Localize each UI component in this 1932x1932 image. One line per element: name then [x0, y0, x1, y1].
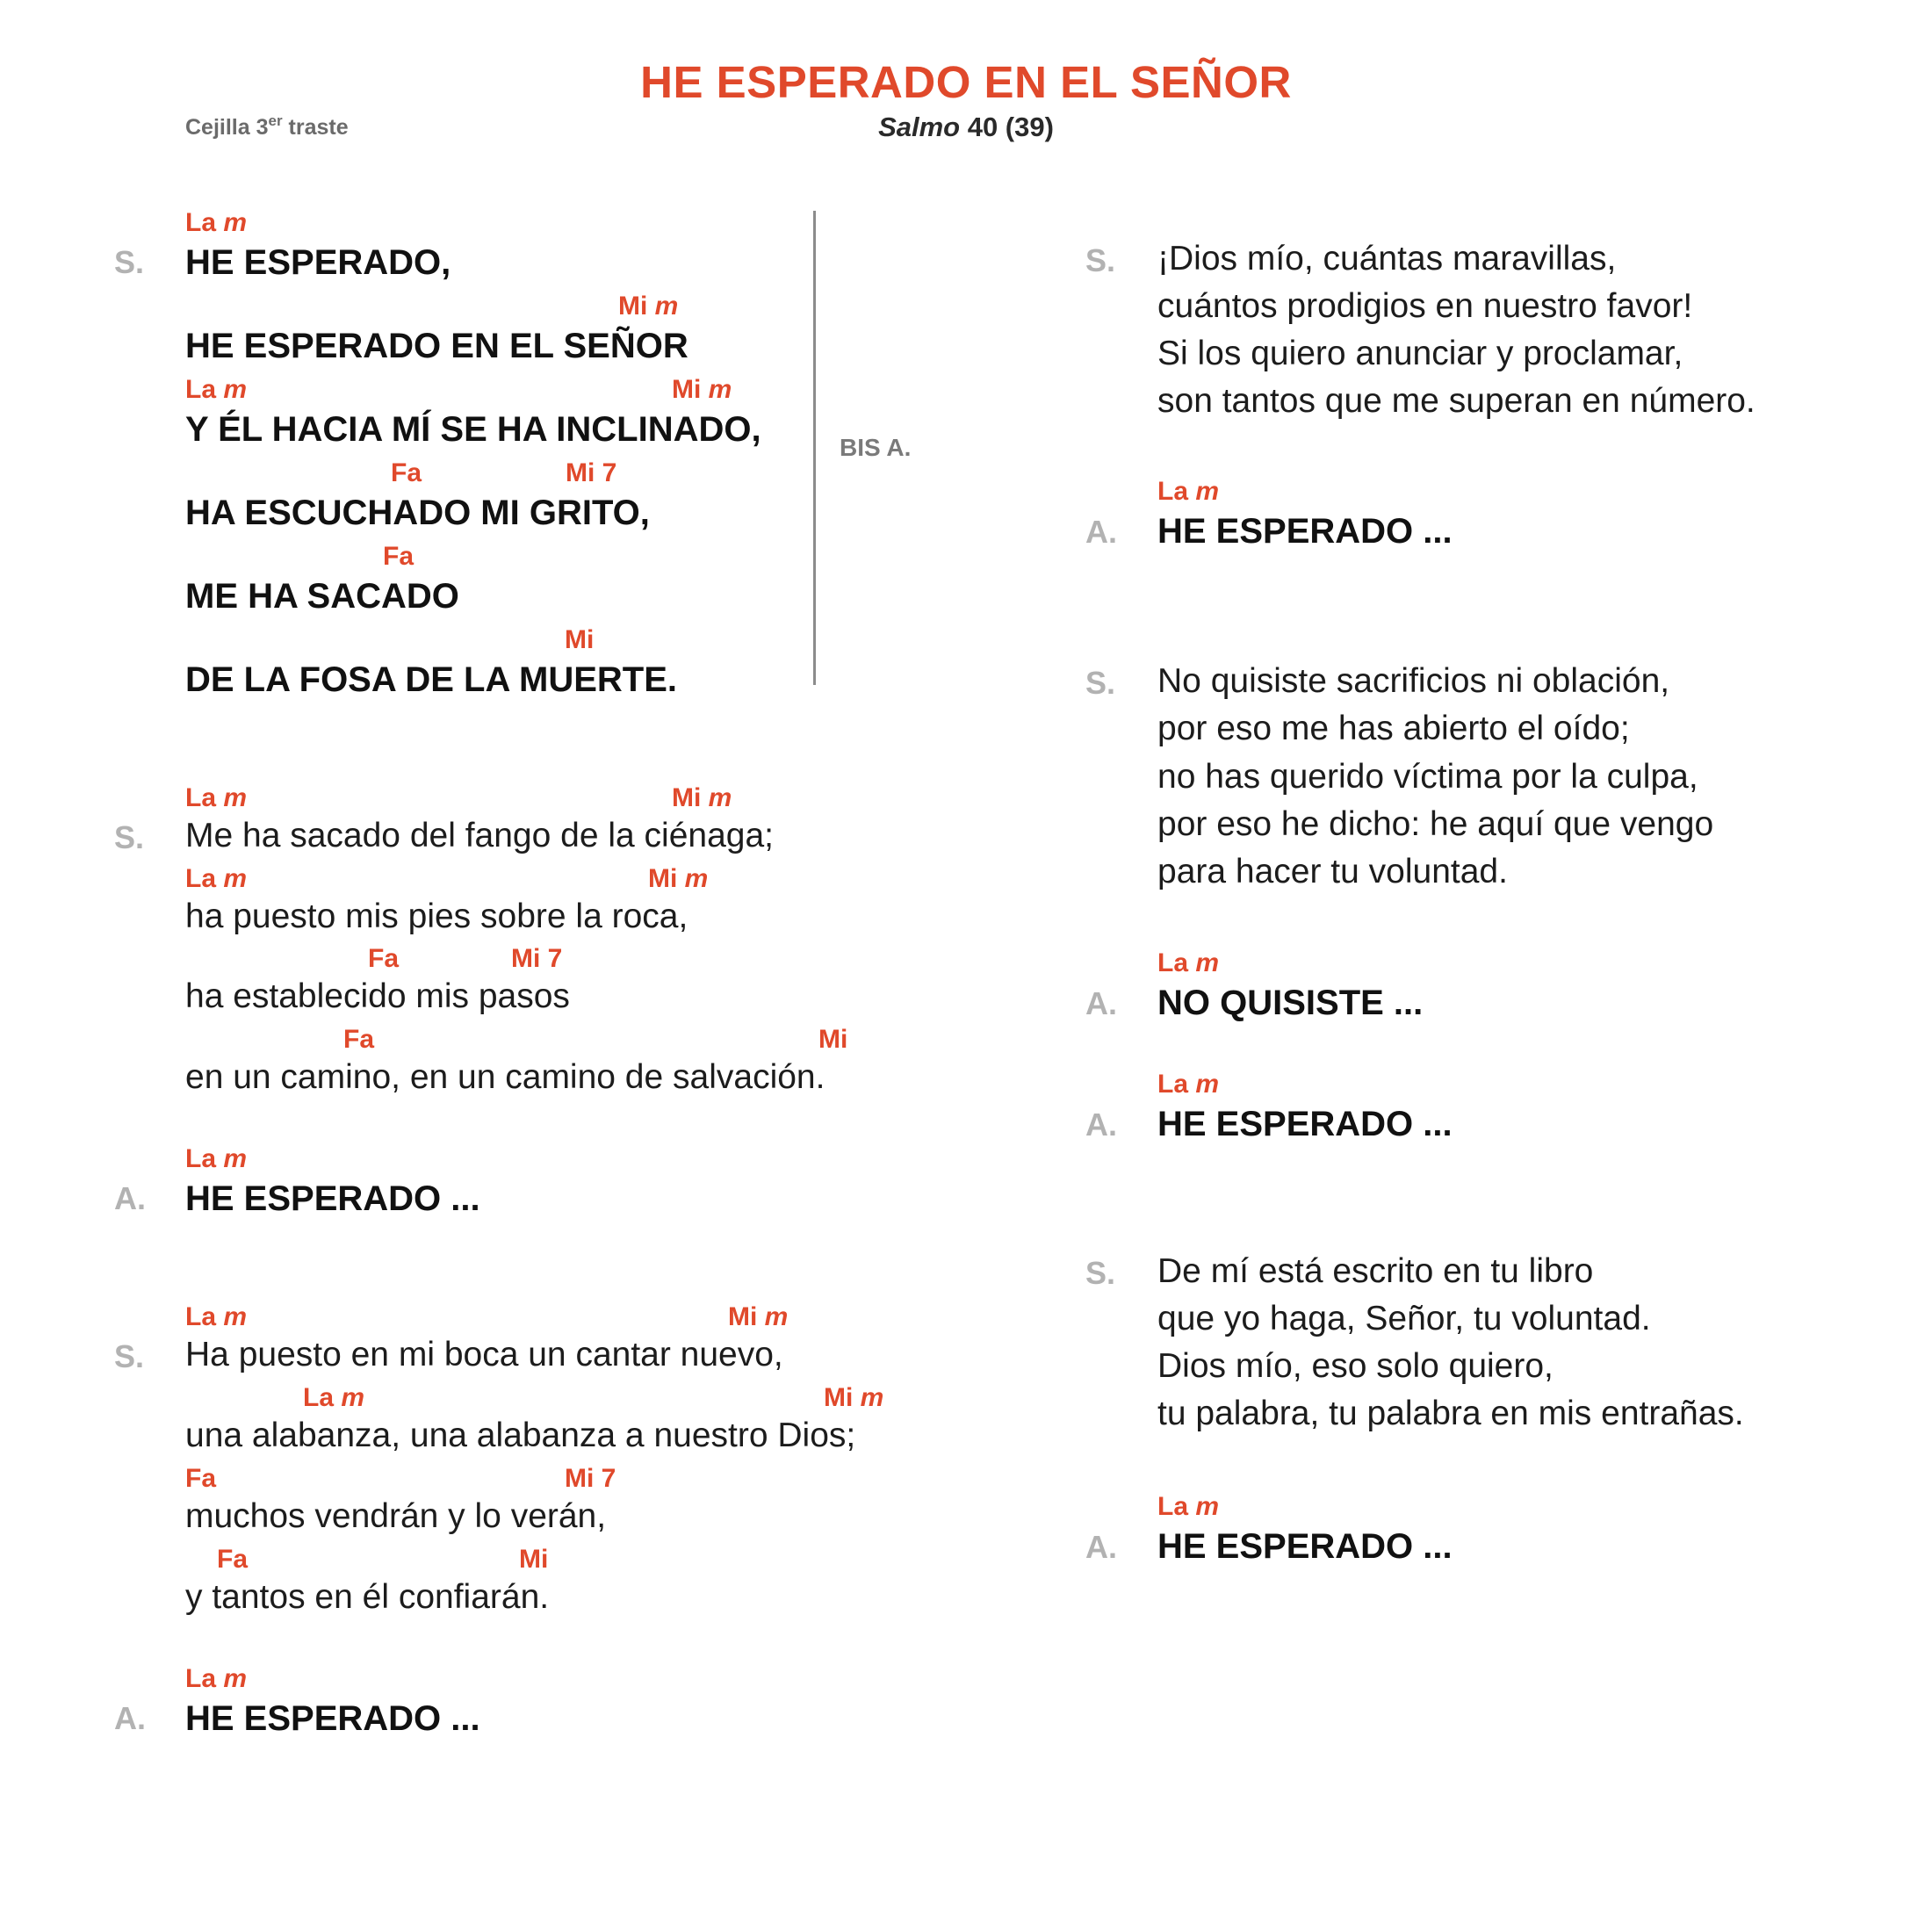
- section-label: S.: [114, 819, 145, 855]
- chord: Mi: [565, 625, 595, 654]
- chord: Mi 7: [511, 944, 563, 973]
- chord: La m: [1157, 948, 1220, 977]
- capo-tail: traste: [282, 115, 349, 140]
- lyric-line: HE ESPERADO ...: [1157, 1105, 1453, 1143]
- chord: La m: [185, 375, 248, 404]
- section-label: S.: [114, 1338, 145, 1374]
- lyric-line: son tantos que me superan en número.: [1157, 382, 1755, 420]
- section-label: S.: [1085, 1255, 1116, 1291]
- lyric-line: HE ESPERADO ...: [185, 1699, 480, 1738]
- lyric-line: que yo haga, Señor, tu voluntad.: [1157, 1300, 1651, 1337]
- lyric-line: cuántos prodigios en nuestro favor!: [1157, 287, 1693, 325]
- chord: Fa: [391, 458, 422, 487]
- lyric-line: tu palabra, tu palabra en mis entrañas.: [1157, 1395, 1744, 1432]
- chord: Fa: [343, 1025, 375, 1054]
- lyric-line: HE ESPERADO EN EL SEÑOR: [185, 327, 688, 365]
- section-label: S.: [114, 244, 145, 280]
- lyric-line: Y ÉL HACIA MÍ SE HA INCLINADO,: [185, 410, 761, 449]
- lyric-line: Dios mío, eso solo quiero,: [1157, 1347, 1554, 1385]
- bis-label: BIS A.: [840, 434, 912, 461]
- chord: La m: [1157, 1492, 1220, 1521]
- subtitle-number: 40 (39): [960, 112, 1054, 142]
- chord: La m: [185, 1664, 248, 1693]
- chord: Mi m: [672, 375, 732, 404]
- chord: La m: [303, 1383, 365, 1412]
- chord: Fa: [185, 1464, 217, 1493]
- lyric-line: Ha puesto en mi boca un cantar nuevo,: [185, 1336, 783, 1373]
- lyric-line: HE ESPERADO,: [185, 243, 451, 282]
- lyric-line: por eso me has abierto el oído;: [1157, 710, 1630, 747]
- lyric-line: Me ha sacado del fango de la ciénaga;: [185, 817, 774, 854]
- lyric-line: ha puesto mis pies sobre la roca,: [185, 898, 688, 935]
- lyric-line: para hacer tu voluntad.: [1157, 853, 1508, 890]
- lyric-line: Si los quiero anunciar y proclamar,: [1157, 335, 1683, 372]
- section-label: A.: [1085, 985, 1117, 1021]
- song-title: HE ESPERADO EN EL SEÑOR: [640, 57, 1292, 107]
- section-label: A.: [1085, 1107, 1117, 1143]
- chord: Mi 7: [565, 1464, 616, 1493]
- lyric-line: ME HA SACADO: [185, 577, 459, 616]
- chord: Mi m: [672, 783, 732, 812]
- lyric-line: HE ESPERADO ...: [1157, 1527, 1453, 1566]
- chord: La m: [185, 208, 248, 237]
- chord: Mi m: [824, 1383, 884, 1412]
- repeat-bracket: [813, 211, 816, 685]
- capo-superscript: er: [268, 112, 283, 129]
- lyric-line: muchos vendrán y lo verán,: [185, 1497, 607, 1535]
- chord: Mi 7: [566, 458, 617, 487]
- lyric-line: una alabanza, una alabanza a nuestro Dios;: [185, 1417, 856, 1454]
- chord: Fa: [383, 542, 415, 571]
- chord: Mi m: [648, 864, 709, 893]
- section-label: A.: [1085, 1529, 1117, 1565]
- lyric-line: en un camino, en un camino de salvación.: [185, 1058, 825, 1096]
- chord: La m: [185, 1302, 248, 1331]
- subtitle-italic: Salmo: [878, 112, 961, 142]
- lyric-line: NO QUISISTE ...: [1157, 984, 1424, 1022]
- lyric-line: De mí está escrito en tu libro: [1157, 1252, 1594, 1290]
- lyric-line: HA ESCUCHADO MI GRITO,: [185, 494, 650, 532]
- chord: La m: [185, 864, 248, 893]
- chord: Fa: [217, 1545, 249, 1574]
- chord: Mi m: [618, 292, 679, 321]
- lyric-line: HE ESPERADO ...: [1157, 512, 1453, 551]
- chord: Fa: [368, 944, 400, 973]
- section-label: S.: [1085, 665, 1116, 701]
- chord: Mi: [519, 1545, 549, 1574]
- section-label: A.: [114, 1700, 146, 1736]
- chord: Mi m: [728, 1302, 789, 1331]
- lyric-line: No quisiste sacrificios ni oblación,: [1157, 662, 1670, 700]
- section-label: S.: [1085, 242, 1116, 278]
- section-label: A.: [114, 1180, 146, 1216]
- capo-note: [185, 112, 349, 141]
- lyric-line: ¡Dios mío, cuántas maravillas,: [1157, 240, 1617, 278]
- lyric-line: DE LA FOSA DE LA MUERTE.: [185, 660, 677, 699]
- chord: La m: [185, 1144, 248, 1173]
- lyric-line: ha establecido mis pasos: [185, 977, 570, 1015]
- lyric-line: no has querido víctima por la culpa,: [1157, 758, 1698, 796]
- lyric-line: y tantos en él confiarán.: [185, 1578, 550, 1616]
- chord: La m: [1157, 1070, 1220, 1099]
- chord: La m: [1157, 477, 1220, 506]
- lyric-line: por eso he dicho: he aquí que vengo: [1157, 805, 1714, 843]
- chord: Mi: [818, 1025, 848, 1054]
- lyric-line: HE ESPERADO ...: [185, 1179, 480, 1218]
- capo-text: Cejilla 3: [185, 115, 269, 140]
- section-label: A.: [1085, 514, 1117, 550]
- chord: La m: [185, 783, 248, 812]
